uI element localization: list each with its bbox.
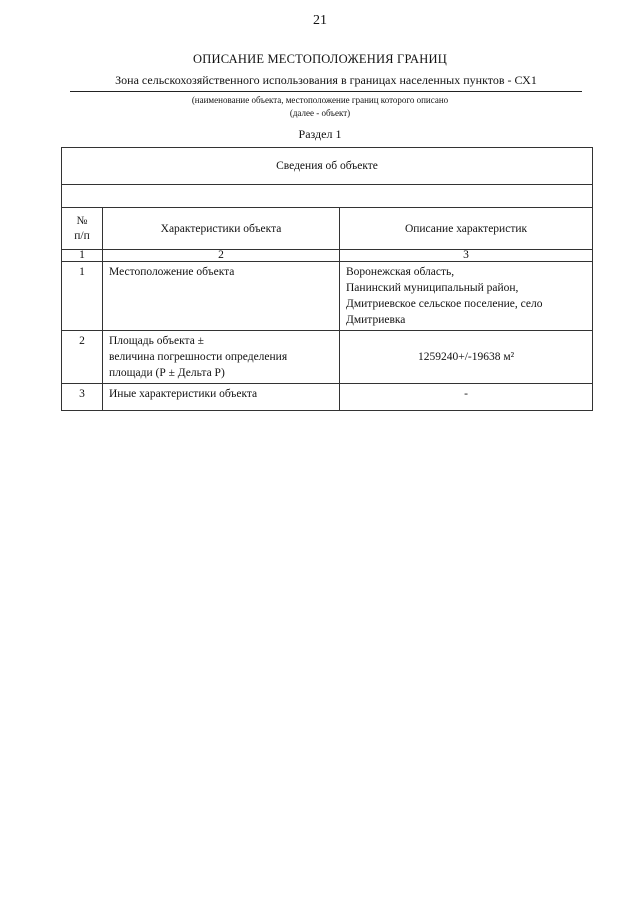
caption-line-1: (наименование объекта, местоположение границ которого описано [191,95,449,105]
row-characteristic [103,331,340,384]
section-label: Раздел 1 [298,127,342,141]
row-number: 2 [62,331,103,384]
underline-divider [70,91,582,92]
column-index-cell: 1 [62,250,103,262]
column-index-cell: 3 [340,250,593,262]
description-line: Дмитриевка [346,314,406,326]
description-line: Панинский муниципальный район, [346,282,519,294]
description-line: Дмитриевское сельское поселение, село [346,298,543,310]
table-row [62,262,593,331]
table-row [62,384,593,411]
header-description: Описание характеристик [340,208,593,250]
characteristic-line: величина погрешности определения [109,351,288,363]
header-num-line2: п/п [74,229,90,242]
description-line: Воронежская область, [346,266,455,278]
header-num-line1: № [76,214,88,227]
row-characteristic: Иные характеристики объекта [103,384,340,411]
table-title: Сведения об объекте [62,148,593,185]
row-description [340,262,593,331]
column-index-row [62,250,593,262]
column-index-cell: 2 [103,250,340,262]
document-title: ОПИСАНИЕ МЕСТОПОЛОЖЕНИЯ ГРАНИЦ [193,52,447,66]
caption-line-2: (далее - объект) [289,108,351,118]
characteristic-line: Площадь объекта ± [109,335,204,347]
row-description: 1259240+/-19638 м² [340,331,593,384]
header-characteristics: Характеристики объекта [103,208,340,250]
row-number: 1 [62,262,103,331]
row-number: 3 [62,384,103,411]
table-empty-row [62,185,593,208]
page-number: 21 [313,13,327,28]
table-title-row [62,148,593,185]
row-characteristic: Местоположение объекта [103,262,340,331]
empty-cell [62,185,593,208]
header-num [62,208,103,250]
table-row [62,331,593,384]
object-info-table [61,147,593,411]
table-header-row [62,208,593,250]
row-description: - [340,384,593,411]
characteristic-line: площади (Р ± Дельта Р) [109,367,225,379]
object-name: Зона сельскохозяйственного использования в границах населенных пунктов - СХ1 [115,73,537,87]
